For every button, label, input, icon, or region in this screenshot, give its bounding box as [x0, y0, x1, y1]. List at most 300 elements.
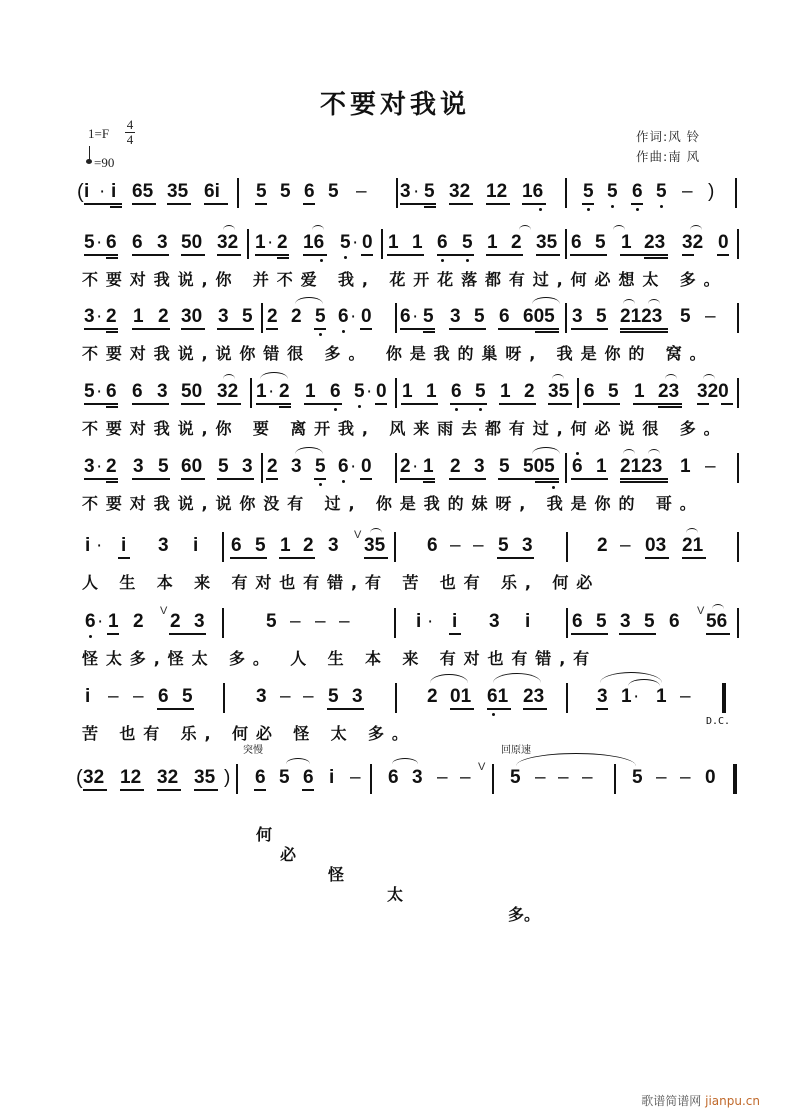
note: 3	[256, 686, 267, 707]
breath-mark: V	[478, 761, 486, 773]
note: 1	[634, 381, 645, 402]
note: 1	[423, 456, 434, 477]
dot-symbol: ·	[96, 456, 103, 477]
note: 6	[584, 381, 595, 402]
dash: –	[108, 686, 119, 707]
note: 2	[450, 456, 461, 477]
underline	[535, 481, 559, 483]
underline	[84, 254, 118, 256]
dash: –	[656, 767, 667, 788]
note: 1	[402, 381, 413, 402]
note: 2	[400, 456, 411, 477]
underline	[536, 254, 560, 256]
note: 6	[571, 232, 582, 253]
underline	[167, 203, 191, 205]
note: 2	[279, 381, 290, 402]
note: 1	[108, 611, 119, 632]
barline	[737, 229, 739, 259]
note: i	[452, 611, 458, 632]
note: 2	[267, 306, 278, 327]
note: 6	[330, 381, 341, 402]
slur	[223, 225, 235, 230]
barline	[737, 532, 739, 562]
slur	[623, 299, 635, 304]
underline	[360, 328, 372, 330]
note: 5	[644, 611, 655, 632]
note: 6	[632, 181, 643, 202]
low-octave-dot	[334, 408, 337, 411]
note: 30	[181, 306, 203, 327]
lyric-line: 不要对我说,说你没有 过, 你是我的妹呀, 我是你的 哥。	[82, 494, 704, 513]
underline	[620, 331, 668, 333]
underline	[571, 478, 608, 480]
note: i	[525, 611, 531, 632]
barline	[565, 178, 567, 208]
underline	[400, 328, 435, 330]
slur	[392, 758, 418, 764]
note: 6	[303, 767, 314, 788]
underline	[400, 478, 435, 480]
note: 3	[218, 306, 229, 327]
dash: –	[535, 767, 546, 788]
note: 35	[167, 181, 189, 202]
dc-mark: D.C.	[706, 716, 731, 727]
dot-symbol: ·	[96, 381, 103, 402]
underline	[204, 203, 228, 205]
watermark-url: jianpu.cn	[705, 1094, 760, 1108]
dash: –	[680, 686, 691, 707]
dash: –	[450, 535, 461, 556]
note: 6	[427, 535, 438, 556]
note: 1	[621, 686, 632, 707]
note: 5	[266, 611, 277, 632]
underline	[181, 478, 205, 480]
barline	[492, 764, 494, 794]
underline	[423, 481, 435, 483]
underline	[132, 254, 169, 256]
note: i	[84, 181, 90, 202]
note: 6	[255, 767, 266, 788]
low-octave-dot	[552, 486, 555, 489]
underline	[633, 403, 682, 405]
underline	[522, 203, 546, 205]
underline	[497, 557, 534, 559]
note: 5	[218, 456, 229, 477]
note: 50	[181, 232, 203, 253]
tempo-marking: =90	[94, 155, 115, 170]
time-sig-bottom: 4	[126, 132, 134, 147]
slur	[286, 758, 310, 764]
note: 1	[487, 232, 498, 253]
tie	[516, 753, 636, 766]
underline	[279, 406, 291, 408]
note: 61	[487, 686, 509, 707]
note: 5	[354, 381, 365, 402]
barline	[737, 303, 739, 333]
note: i	[329, 767, 335, 788]
note: 3	[620, 611, 631, 632]
dot-symbol: ·	[350, 306, 357, 327]
dash: –	[133, 686, 144, 707]
note: 65	[132, 181, 154, 202]
dot-symbol: ·	[96, 535, 103, 556]
note: 6	[338, 306, 349, 327]
low-octave-dot	[320, 259, 323, 262]
slur	[703, 374, 715, 379]
barline	[565, 229, 567, 259]
note: 35	[194, 767, 216, 788]
note: 2	[303, 535, 314, 556]
slur	[648, 449, 660, 454]
barline	[223, 683, 225, 713]
underline	[181, 328, 205, 330]
lyric-char: 怪	[328, 865, 345, 884]
note: 1	[255, 232, 266, 253]
underline	[120, 789, 144, 791]
note: 3	[572, 306, 583, 327]
underline	[631, 203, 643, 205]
note: 3	[158, 535, 169, 556]
note: 2123	[620, 306, 663, 327]
note: 0	[705, 767, 716, 788]
underline	[706, 633, 730, 635]
slur	[623, 449, 635, 454]
watermark-cn: 歌谱简谱网	[641, 1094, 702, 1108]
note: 0	[361, 456, 372, 477]
underline	[106, 406, 118, 408]
note: 5	[596, 306, 607, 327]
barline	[566, 532, 568, 562]
low-octave-dot	[636, 208, 639, 211]
underline	[84, 328, 118, 330]
underline	[498, 328, 559, 330]
underline	[449, 478, 486, 480]
note: 5	[315, 456, 326, 477]
underline	[314, 478, 326, 480]
low-octave-dot	[342, 330, 345, 333]
note: 2	[277, 232, 288, 253]
note: i	[85, 535, 91, 556]
note: 2	[267, 456, 278, 477]
underline	[582, 203, 594, 205]
note: 32	[682, 232, 704, 253]
dash: –	[682, 181, 693, 202]
note: 35	[364, 535, 386, 556]
underline	[571, 633, 608, 635]
low-octave-dot	[466, 259, 469, 262]
lyricist-credit: 作词:风 铃	[636, 129, 701, 144]
note: 56	[706, 611, 728, 632]
note: 5	[474, 306, 485, 327]
note: 5	[510, 767, 521, 788]
barline	[396, 178, 398, 208]
dot-symbol: ·	[268, 381, 275, 402]
dot-symbol: ·	[413, 181, 420, 202]
barline	[614, 764, 616, 794]
lyric-line: 人 生 本 来 有对也有错,有 苦 也有 乐, 何必	[82, 573, 601, 592]
note: 23	[658, 381, 680, 402]
note: 32	[157, 767, 179, 788]
lyric-line: 怪太多,怪太 多。 人 生 本 来 有对也有错,有	[82, 649, 598, 668]
note: i	[416, 611, 422, 632]
underline	[84, 478, 118, 480]
note: 5	[242, 306, 253, 327]
note: 5	[499, 456, 510, 477]
dash: –	[350, 767, 361, 788]
note: 5	[315, 306, 326, 327]
underline	[717, 254, 729, 256]
underline	[570, 254, 607, 256]
lyric-line: 不要对我说,你 并不爱 我, 花开花落都有过,何必想太 多。	[82, 270, 728, 289]
note: 35	[536, 232, 558, 253]
note: 16	[303, 232, 325, 253]
dash: –	[315, 611, 326, 632]
note: 3	[522, 535, 533, 556]
note: 3	[597, 686, 608, 707]
dash: –	[280, 686, 291, 707]
underline	[450, 708, 474, 710]
underline	[571, 328, 608, 330]
paren-open: (	[77, 181, 84, 203]
note: 3	[400, 181, 411, 202]
note: 6	[85, 611, 96, 632]
barline	[395, 378, 397, 408]
slur	[519, 225, 531, 230]
note: 2	[106, 456, 117, 477]
underline	[620, 254, 668, 256]
composer-credit: 作曲:南 风	[636, 149, 701, 164]
note: 1	[256, 381, 267, 402]
note: 5	[424, 181, 435, 202]
tempo-mark-a-tempo: 回原速	[501, 745, 531, 756]
note: 6	[499, 306, 510, 327]
note: 32	[217, 381, 239, 402]
underline	[266, 478, 278, 480]
dash: –	[705, 456, 716, 477]
note: 2	[597, 535, 608, 556]
underline	[658, 406, 682, 408]
note: 3	[194, 611, 205, 632]
barline	[236, 764, 238, 794]
barline	[566, 608, 568, 638]
tie	[628, 679, 660, 686]
underline	[620, 481, 668, 483]
note: 505	[523, 456, 555, 477]
barline	[394, 608, 396, 638]
dash: –	[620, 535, 631, 556]
note: 5	[280, 181, 291, 202]
final-barline	[733, 764, 737, 794]
barline	[565, 303, 567, 333]
underline	[217, 478, 254, 480]
low-octave-dot	[89, 635, 92, 638]
slur	[712, 604, 724, 609]
barline	[395, 453, 397, 483]
low-octave-dot	[611, 205, 614, 208]
dash: –	[558, 767, 569, 788]
note: 1	[621, 232, 632, 253]
note: 6	[132, 232, 143, 253]
note: 5	[423, 306, 434, 327]
barline	[737, 378, 739, 408]
barline	[381, 229, 383, 259]
underline	[181, 403, 205, 405]
note: 2	[291, 306, 302, 327]
underline	[721, 403, 733, 405]
note: 23	[523, 686, 545, 707]
note: 2	[427, 686, 438, 707]
note: 1	[656, 686, 667, 707]
paren-close: )	[224, 767, 231, 788]
note: 2	[524, 381, 535, 402]
dot-symbol: ·	[96, 306, 103, 327]
slur	[686, 528, 698, 533]
note: 21	[682, 535, 704, 556]
note: 605	[523, 306, 555, 327]
barline	[222, 532, 224, 562]
underline	[303, 254, 327, 256]
low-octave-dot	[660, 205, 663, 208]
note: 3	[412, 767, 423, 788]
dot-symbol: ·	[350, 456, 357, 477]
breath-mark: V	[354, 529, 362, 541]
note: 1	[412, 232, 423, 253]
dot-symbol: ·	[366, 381, 373, 402]
note: 3	[157, 232, 168, 253]
underline	[486, 203, 510, 205]
paren-close: )	[708, 181, 715, 202]
note: 12	[486, 181, 508, 202]
note: 3	[291, 456, 302, 477]
underline	[449, 203, 473, 205]
note: 5	[84, 232, 95, 253]
underline	[217, 254, 241, 256]
lyric-char: 多。	[508, 905, 541, 924]
note: 12	[120, 767, 142, 788]
note: 0	[361, 306, 372, 327]
underline	[194, 789, 218, 791]
key-signature: 1=F	[88, 126, 110, 141]
underline	[548, 403, 572, 405]
underline	[304, 403, 342, 405]
note: 2	[106, 306, 117, 327]
note: 3	[474, 456, 485, 477]
barline	[565, 453, 567, 483]
note: 3	[84, 306, 95, 327]
underline	[169, 633, 206, 635]
underline	[230, 557, 267, 559]
underline	[364, 557, 388, 559]
note: 2	[133, 611, 144, 632]
underline	[620, 478, 668, 480]
note: 0	[376, 381, 387, 402]
dot-symbol: ·	[352, 232, 359, 253]
note: 6	[304, 181, 315, 202]
barline	[395, 303, 397, 333]
underline	[84, 203, 122, 205]
note: 6	[231, 535, 242, 556]
note: 5	[595, 232, 606, 253]
song-title: 不要对我说	[319, 90, 470, 120]
breath-mark: V	[697, 605, 705, 617]
underline	[217, 403, 241, 405]
note: 5	[608, 381, 619, 402]
low-octave-dot	[319, 483, 322, 486]
underline	[302, 789, 314, 791]
note: 6	[400, 306, 411, 327]
dash: –	[356, 181, 367, 202]
barline	[247, 229, 249, 259]
slur	[532, 297, 560, 304]
note: 5	[632, 767, 643, 788]
underline	[449, 328, 486, 330]
note: 6	[451, 381, 462, 402]
underline	[487, 708, 511, 710]
note: 6	[388, 767, 399, 788]
underline	[118, 557, 130, 559]
high-octave-dot	[576, 452, 579, 455]
slur	[493, 673, 541, 683]
dot-symbol: ·	[412, 456, 419, 477]
underline	[535, 331, 559, 333]
barline	[237, 178, 239, 208]
note: 6	[572, 456, 583, 477]
underline	[255, 254, 289, 256]
underline	[303, 203, 315, 205]
note: 32	[449, 181, 471, 202]
note: 5	[498, 535, 509, 556]
note: 3	[84, 456, 95, 477]
underline	[266, 328, 278, 330]
slur	[648, 299, 660, 304]
note: 6	[106, 232, 117, 253]
underline	[697, 403, 709, 405]
note: 1	[388, 232, 399, 253]
lyric-line: 不要对我说,你 要 离开我, 风来雨去都有过,何必说很 多。	[82, 419, 728, 438]
underline	[596, 708, 608, 710]
note: i	[111, 181, 117, 202]
underline	[255, 203, 267, 205]
dot-symbol: ·	[99, 181, 106, 202]
note: 5	[656, 181, 667, 202]
barline	[222, 608, 224, 638]
underline	[583, 403, 620, 405]
underline	[327, 708, 364, 710]
lyric-char: 必	[280, 845, 297, 864]
note: 320	[697, 381, 729, 402]
low-octave-dot	[441, 259, 444, 262]
note: 0	[718, 232, 729, 253]
barline	[394, 532, 396, 562]
barline	[735, 178, 737, 208]
underline	[217, 328, 254, 330]
underline	[132, 478, 170, 480]
underline	[499, 403, 536, 405]
low-octave-dot	[587, 208, 590, 211]
underline	[423, 331, 435, 333]
note: 3	[133, 456, 144, 477]
note: i	[193, 535, 199, 556]
barline	[250, 378, 252, 408]
slur	[260, 372, 288, 379]
slur	[312, 225, 324, 230]
slur	[223, 374, 235, 379]
underline	[279, 557, 315, 559]
note: 1	[500, 381, 511, 402]
note: 0	[362, 232, 373, 253]
underline	[400, 203, 436, 205]
underline	[157, 708, 194, 710]
